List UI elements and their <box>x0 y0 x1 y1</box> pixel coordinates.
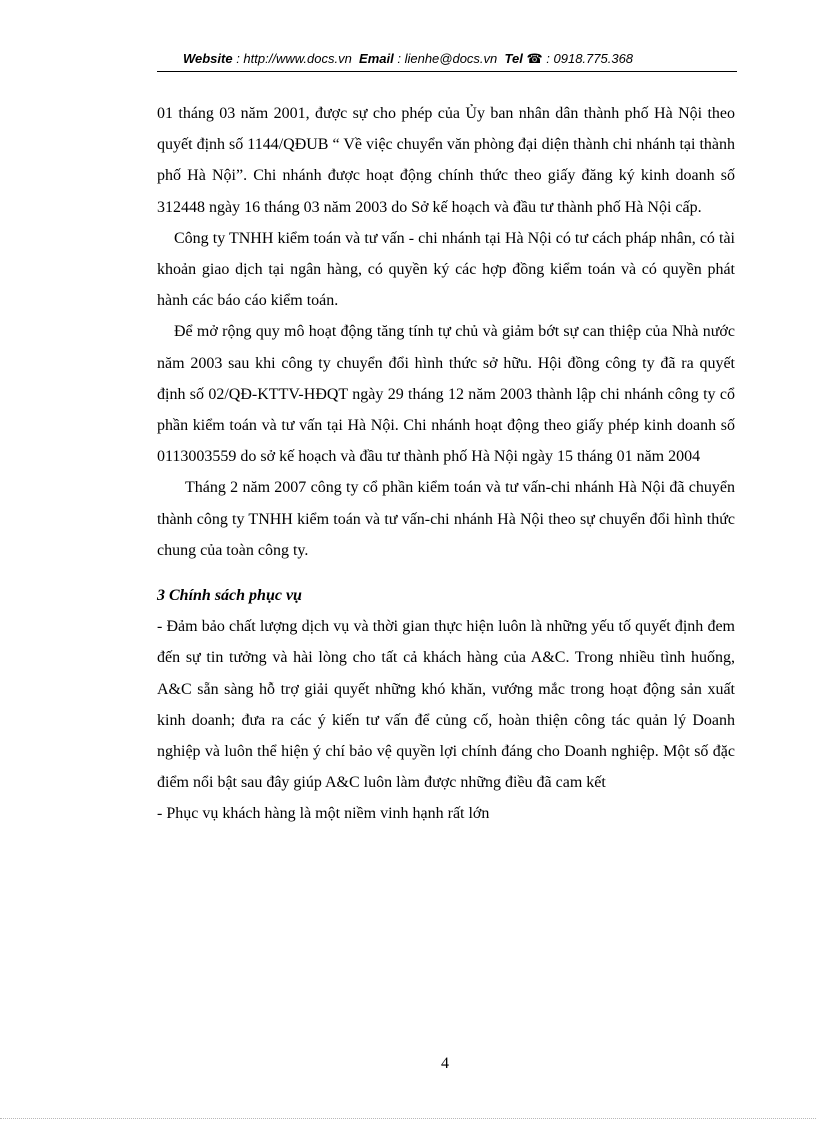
tel-number: 0918.775.368 <box>553 51 634 66</box>
header-divider <box>157 71 737 72</box>
document-body <box>157 98 735 830</box>
paragraph-history-2001: 01 tháng 03 năm 2001, được sự cho phép của Ủy ban nhân dân thành phố Hà Nội theo quyết định số 1144/QĐUB “ Về việc chuyển văn phòng đại diện thành chi nhánh tại thành phố Hà Nội”. Chi nhánh được hoạt động chính thức theo giấy đăng ký kinh doanh số 312448 ngày 16 tháng 03 năm 2003 do Sở kế hoạch và đầu tư thành phố Hà Nội cấp. <box>157 105 735 216</box>
website-label: Website <box>182 51 233 66</box>
page-number: 4 <box>441 1055 449 1072</box>
website-separator: : <box>232 51 244 66</box>
paragraph-expansion-2003: Để mở rộng quy mô hoạt động tăng tính tự chủ và giảm bớt sự can thiệp của Nhà nước năm 2003 sau khi công ty chuyển đổi hình thức sở hữu. Hội đồng công ty đã ra quyết định số 02/QĐ-KTTV-HĐQT ngày 29 tháng 12 năm 2003 thành lập chi nhánh công ty cổ phần kiểm toán và tư vấn tại Hà Nội. Chi nhánh hoạt động theo giấy phép kinh doanh số 0113003559 do sở kế hoạch và đầu tư thành phố Hà Nội ngày 15 tháng 01 năm 2004 <box>157 323 735 466</box>
paragraph-conversion-2007: Tháng 2 năm 2007 công ty cổ phần kiểm toán và tư vấn-chi nhánh Hà Nội đã chuyển thành công ty TNHH kiểm toán và tư vấn-chi nhánh Hà Nội theo sự chuyển đổi hình thức chung của toàn công ty. <box>157 479 735 559</box>
email-label: Email <box>359 51 394 66</box>
paragraph-service-honor: - Phục vụ khách hàng là một niềm vinh hạnh rất lớn <box>157 805 490 823</box>
paragraph-legal-status: Công ty TNHH kiểm toán và tư vấn - chi nhánh tại Hà Nội có tư cách pháp nhân, có tài khoản giao dịch tại ngân hàng, có quyền ký các hợp đồng kiểm toán và có quyền phát hành các báo cáo kiểm toán. <box>157 229 735 310</box>
tel-label: Tel <box>504 51 523 66</box>
email-address: lienhe@docs.vn <box>404 51 498 66</box>
section-heading: 3 Chính sách phục vụ <box>157 587 302 605</box>
paragraph-service-policy: - Đảm bảo chất lượng dịch vụ và thời gian thực hiện luôn là những yếu tố quyết định đem đến sự tin tưởng và hài lòng cho tất cả khách hàng của A&C. Trong nhiều tình huống, A&C sẵn sàng hỗ trợ giải quyết những khó khăn, vướng mắc trong hoạt động sản xuất kinh doanh; đưa ra các ý kiến tư vấn để củng cố, hoàn thiện công tác quản lý Doanh nghiệp và luôn thể hiện ý chí bảo vệ quyền lợi chính đáng cho Doanh nghiệp. Một số đặc điểm nổi bật sau đây giúp A&C luôn làm được những điều đã cam kết <box>157 618 735 792</box>
page-bottom-border <box>0 1118 816 1119</box>
phone-icon: ☎ <box>526 51 543 66</box>
email-separator: : <box>393 51 405 66</box>
page-header <box>0 50 816 68</box>
website-url: http://www.docs.vn <box>243 51 352 66</box>
tel-separator: : <box>542 51 554 66</box>
